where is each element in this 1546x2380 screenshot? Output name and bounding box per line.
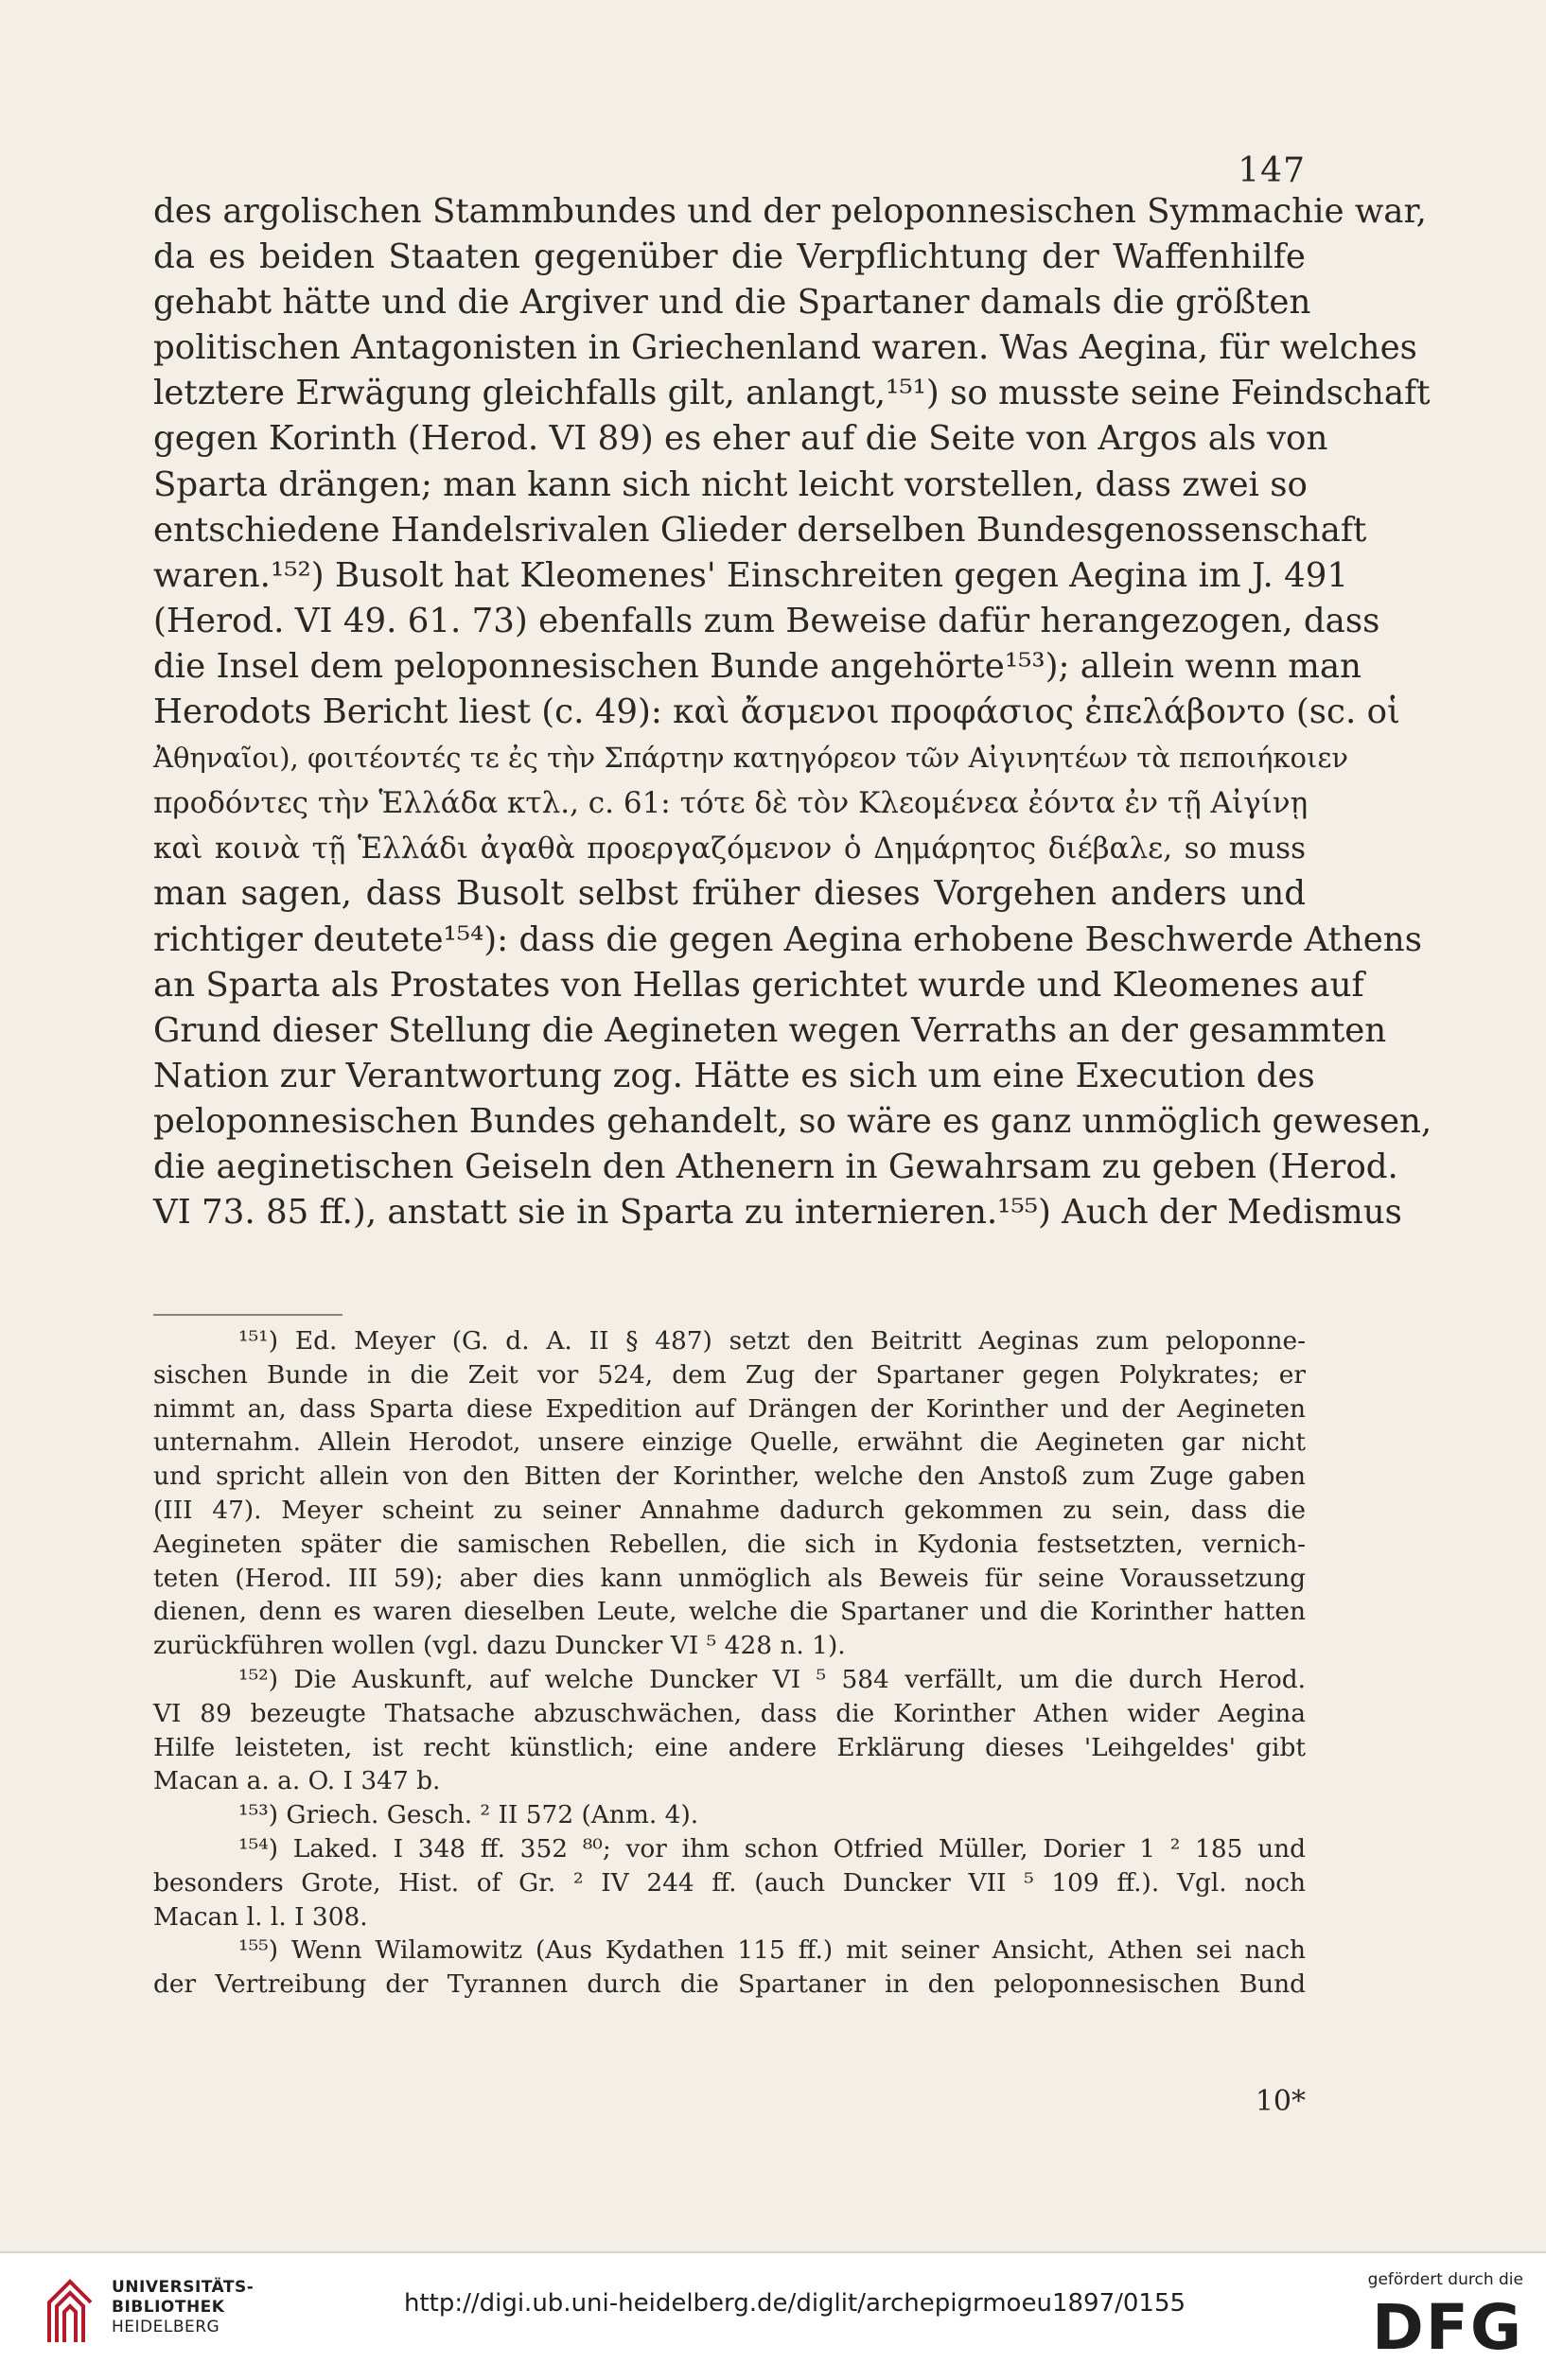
body-line: die Insel dem peloponnesischen Bunde angehörte¹⁵³); allein wenn man bbox=[153, 646, 1362, 686]
footnote-line: teten (Herod. III 59); aber dies kann unmöglich als Beweis für seine Voraussetzung bbox=[153, 1563, 1306, 1593]
footnote-line: sischen Bunde in die Zeit vor 524, dem Zug der Spartaner gegen Polykrates; er bbox=[153, 1359, 1306, 1390]
dfg-logo: DFG bbox=[1372, 2291, 1524, 2364]
footnote-line: (III 47). Meyer scheint zu seiner Annahme dadurch gekommen zu sein, dass die bbox=[153, 1495, 1306, 1525]
footnote-line: Macan a. a. O. I 347 b. bbox=[153, 1766, 441, 1796]
footnote-line: unternahm. Allein Herodot, unsere einzige Quelle, erwähnt die Aegineten gar nicht bbox=[153, 1427, 1306, 1458]
funding-label: gefördert durch die bbox=[1367, 2270, 1523, 2289]
body-line: letztere Erwägung gleichfalls gilt, anlangt,¹⁵¹) so musste seine Feindschaft bbox=[153, 374, 1431, 413]
main-text bbox=[153, 189, 1432, 1235]
footnote-line: Aegineten später die samischen Rebellen, die sich in Kydonia festsetzten, vernich- bbox=[153, 1529, 1306, 1559]
body-line: gehabt hätte und die Argiver und die Spartaner damals die größten bbox=[153, 283, 1311, 323]
library-name-line: UNIVERSITÄTS- bbox=[112, 2278, 255, 2297]
body-line: Nation zur Verantwortung zog. Hätte es sich um eine Execution des bbox=[153, 1056, 1315, 1095]
footnotes bbox=[153, 1324, 1306, 2002]
body-line: die aeginetischen Geiseln den Athenern in Gewahrsam zu geben (Herod. bbox=[153, 1146, 1398, 1186]
body-line: Herodots Bericht liest (c. 49): καὶ ἄσμενοι προφάσιος ἐπελάβοντο (sc. οἱ bbox=[153, 692, 1400, 732]
footnote-line: ¹⁵²) Die Auskunft, auf welche Duncker VI ⁵ 584 verfällt, um die durch Herod. bbox=[238, 1664, 1306, 1694]
body-line: politischen Antagonisten in Griechenland waren. Was Aegina, für welches bbox=[153, 328, 1417, 368]
body-line: VI 73. 85 ff.), anstatt sie in Sparta zu internieren.¹⁵⁵) Auch der Medismus bbox=[153, 1193, 1402, 1233]
library-name-line: HEIDELBERG bbox=[112, 2318, 220, 2336]
body-line: des argolischen Stammbundes und der peloponnesischen Symmachie war, bbox=[153, 192, 1427, 231]
body-line: waren.¹⁵²) Busolt hat Kleomenes' Einschreiten gegen Aegina im J. 491 bbox=[153, 555, 1348, 595]
body-line: entschiedene Handelsrivalen Glieder derselben Bundesgenossenschaft bbox=[153, 510, 1367, 550]
footnote-line: besonders Grote, Hist. of Gr. ² IV 244 ff. (auch Duncker VII ⁵ 109 ff.). Vgl. noch bbox=[153, 1867, 1306, 1898]
body-line: Sparta drängen; man kann sich nicht leicht vorstellen, dass zwei so bbox=[153, 464, 1308, 504]
footnote-line: Hilfe leisteten, ist recht künstlich; eine andere Erklärung dieses 'Leihgeldes' gibt bbox=[153, 1732, 1306, 1762]
footnote-line: nimmt an, dass Sparta diese Expedition auf Drängen der Korinther und der Aegineten bbox=[153, 1393, 1306, 1424]
body-line: gegen Korinth (Herod. VI 89) es eher auf die Seite von Argos als von bbox=[153, 419, 1328, 459]
body-line-greek: καὶ κοινὰ τῇ Ἑλλάδι ἀγαθὰ προεργαζόμενον ὁ Δημάρητος διέβαλε, so muss bbox=[153, 831, 1306, 866]
body-line: peloponnesischen Bundes gehandelt, so wäre es ganz unmöglich gewesen, bbox=[153, 1101, 1432, 1141]
library-name bbox=[112, 2278, 254, 2337]
body-line: Grund dieser Stellung die Aegineten wegen Verraths an der gesammten bbox=[153, 1010, 1387, 1050]
footnote-line: zurückführen wollen (vgl. dazu Duncker VI ⁵ 428 n. 1). bbox=[153, 1631, 846, 1661]
footnote-divider bbox=[153, 1314, 343, 1316]
footnote-line: ¹⁵⁵) Wenn Wilamowitz (Aus Kydathen 115 ff.) mit seiner Ansicht, Athen sei nach bbox=[238, 1935, 1306, 1966]
body-line: man sagen, dass Busolt selbst früher dieses Vorgehen anders und bbox=[153, 874, 1306, 914]
body-line: da es beiden Staaten gegenüber die Verpflichtung der Waffenhilfe bbox=[153, 237, 1306, 277]
footnote-line: Macan l. l. I 308. bbox=[153, 1901, 368, 1932]
footnote-line: der Vertreibung der Tyrannen durch die Spartaner in den peloponnesischen Bund bbox=[153, 1969, 1306, 2000]
library-logo-icon bbox=[42, 2276, 98, 2348]
footnote-line: VI 89 bezeugte Thatsache abzuschwächen, dass die Korinther Athen wider Aegina bbox=[153, 1698, 1306, 1728]
source-url-link[interactable]: http://digi.ub.uni-heidelberg.de/diglit/archepigrmoeu1897/0155 bbox=[403, 2289, 1186, 2318]
body-line: an Sparta als Prostates von Hellas gerichtet wurde und Kleomenes auf bbox=[153, 965, 1364, 1005]
footnote-line: ¹⁵¹) Ed. Meyer (G. d. A. II § 487) setzt den Beitritt Aeginas zum peloponne- bbox=[238, 1326, 1306, 1356]
footnote-line: ¹⁵⁴) Laked. I 348 ff. 352 ⁸⁰; vor ihm schon Otfried Müller, Dorier 1 ² 185 und bbox=[238, 1833, 1306, 1864]
body-line-greek: προδόντες τὴν Ἑλλάδα κτλ., c. 61: τότε δὲ τὸν Κλεομένεα ἐόντα ἐν τῇ Αἰγίνῃ bbox=[153, 786, 1309, 821]
footnote-line: ¹⁵³) Griech. Gesch. ² II 572 (Anm. 4). bbox=[238, 1800, 699, 1830]
library-name-line: BIBLIOTHEK bbox=[112, 2298, 225, 2317]
body-line: richtiger deutete¹⁵⁴): dass die gegen Aegina erhobene Beschwerde Athens bbox=[153, 919, 1422, 959]
footnote-line: und spricht allein von den Bitten der Korinther, welche den Anstoß zum Zuge gaben bbox=[153, 1461, 1306, 1492]
body-line-greek: Ἀθηναῖοι), φοιτέοντές τε ἐς τὴν Σπάρτην κατηγόρεον τῶν Αἰγινητέων τὰ πεποιήκοιεν bbox=[153, 742, 1349, 775]
footnote-line: dienen, denn es waren dieselben Leute, welche die Spartaner und die Korinther hatten bbox=[153, 1597, 1306, 1627]
page-number: 147 bbox=[1238, 151, 1306, 190]
body-line: (Herod. VI 49. 61. 73) ebenfalls zum Beweise dafür herangezogen, dass bbox=[153, 601, 1380, 640]
signature-mark: 10* bbox=[1255, 2085, 1306, 2118]
